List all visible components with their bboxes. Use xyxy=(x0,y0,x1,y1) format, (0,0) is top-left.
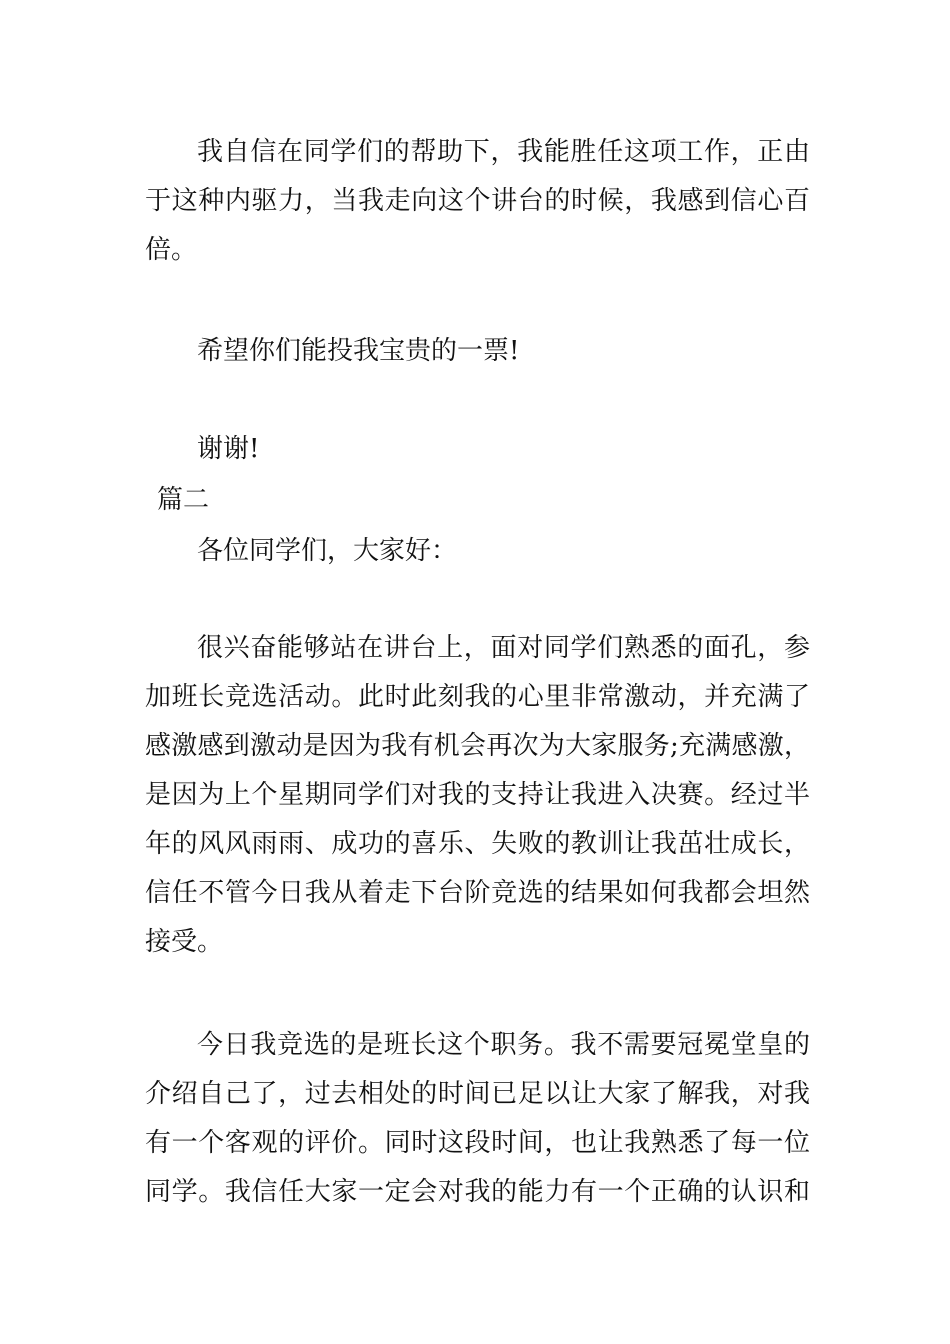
paragraph-5-line-6: 信任不管今日我从着走下台阶竞选的结果如何我都会坦然 xyxy=(145,878,810,908)
paragraph-1-line-1: 我自信在同学们的帮助下，我能胜任这项工作，正由 xyxy=(197,137,810,167)
paragraph-5-line-5: 年的风风雨雨、成功的喜乐、失败的教训让我茁壮成长， xyxy=(145,829,810,859)
paragraph-6-line-1: 今日我竞选的是班长这个职务。我不需要冠冕堂皇的 xyxy=(197,1030,810,1060)
paragraph-1-line-3: 倍。 xyxy=(145,235,198,265)
section-heading: 篇二 xyxy=(157,485,210,515)
paragraph-5-line-3: 感激感到激动是因为我有机会再次为大家服务;充满感激， xyxy=(145,731,810,761)
paragraph-6-line-3: 有一个客观的评价。同时这段时间，也让我熟悉了每一位 xyxy=(145,1128,810,1158)
paragraph-5-line-1: 很兴奋能够站在讲台上，面对同学们熟悉的面孔，参 xyxy=(197,633,810,663)
paragraph-5-line-4: 是因为上个星期同学们对我的支持让我进入决赛。经过半 xyxy=(145,780,810,810)
paragraph-6-line-2: 介绍自己了，过去相处的时间已足以让大家了解我，对我 xyxy=(145,1079,810,1109)
paragraph-5-line-7: 接受。 xyxy=(145,927,224,957)
paragraph-2-line-1: 希望你们能投我宝贵的一票! xyxy=(197,336,520,366)
paragraph-5-line-2: 加班长竞选活动。此时此刻我的心里非常激动，并充满了 xyxy=(145,682,810,712)
paragraph-1-line-2: 于这种内驱力，当我走向这个讲台的时候，我感到信心百 xyxy=(145,186,810,216)
greeting-line: 各位同学们，大家好： xyxy=(197,536,458,566)
paragraph-6-line-4: 同学。我信任大家一定会对我的能力有一个正确的认识和 xyxy=(145,1177,810,1207)
paragraph-3-line-1: 谢谢! xyxy=(197,434,260,464)
